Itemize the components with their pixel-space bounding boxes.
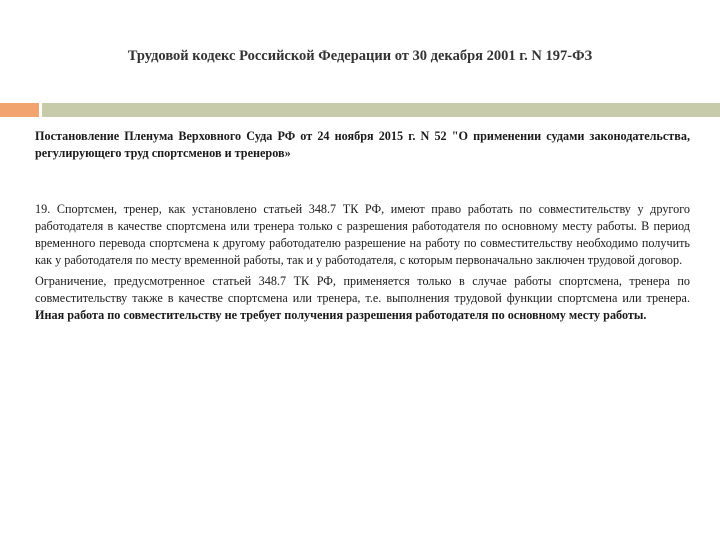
resolution-heading: Постановление Пленума Верховного Суда РФ от 24 ноября 2015 г. N 52 "О применении судами законодательства, регулирующего труд спортсменов и тренеров» (35, 129, 690, 160)
paragraph-19: 19. Спортсмен, тренер, как установлено статьей 348.7 ТК РФ, имеют право работать по совместительству у другого работодателя в качестве спортсмена или тренера только с разрешения работодателя по основному месту работы. В период временного перевода спортсмена к другому работодателю разрешение на работу по совместительству необходимо получить как у работодателя по месту временной работы, так и у работодателя, с которым первоначально заключен трудовой договор. (35, 202, 690, 267)
accent-bar-orange (0, 103, 39, 117)
restriction-bold-text: Иная работа по совместительству не требует получения разрешения работодателя по основному месту работы. (35, 308, 647, 322)
slide-content (35, 128, 690, 328)
restriction-text: Ограничение, предусмотренное статьей 348.7 ТК РФ, применяется только в случае работы спортсмена, тренера по совместительству также в качестве спортсмена или тренера, т.е. выполнения трудовой функции спортсмена или тренера. (35, 274, 690, 305)
accent-bar-gray (42, 103, 720, 117)
slide-title: Трудовой кодекс Российской Федерации от 30 декабря 2001 г. N 197-ФЗ (127, 48, 593, 64)
paragraph-restriction (35, 273, 690, 324)
